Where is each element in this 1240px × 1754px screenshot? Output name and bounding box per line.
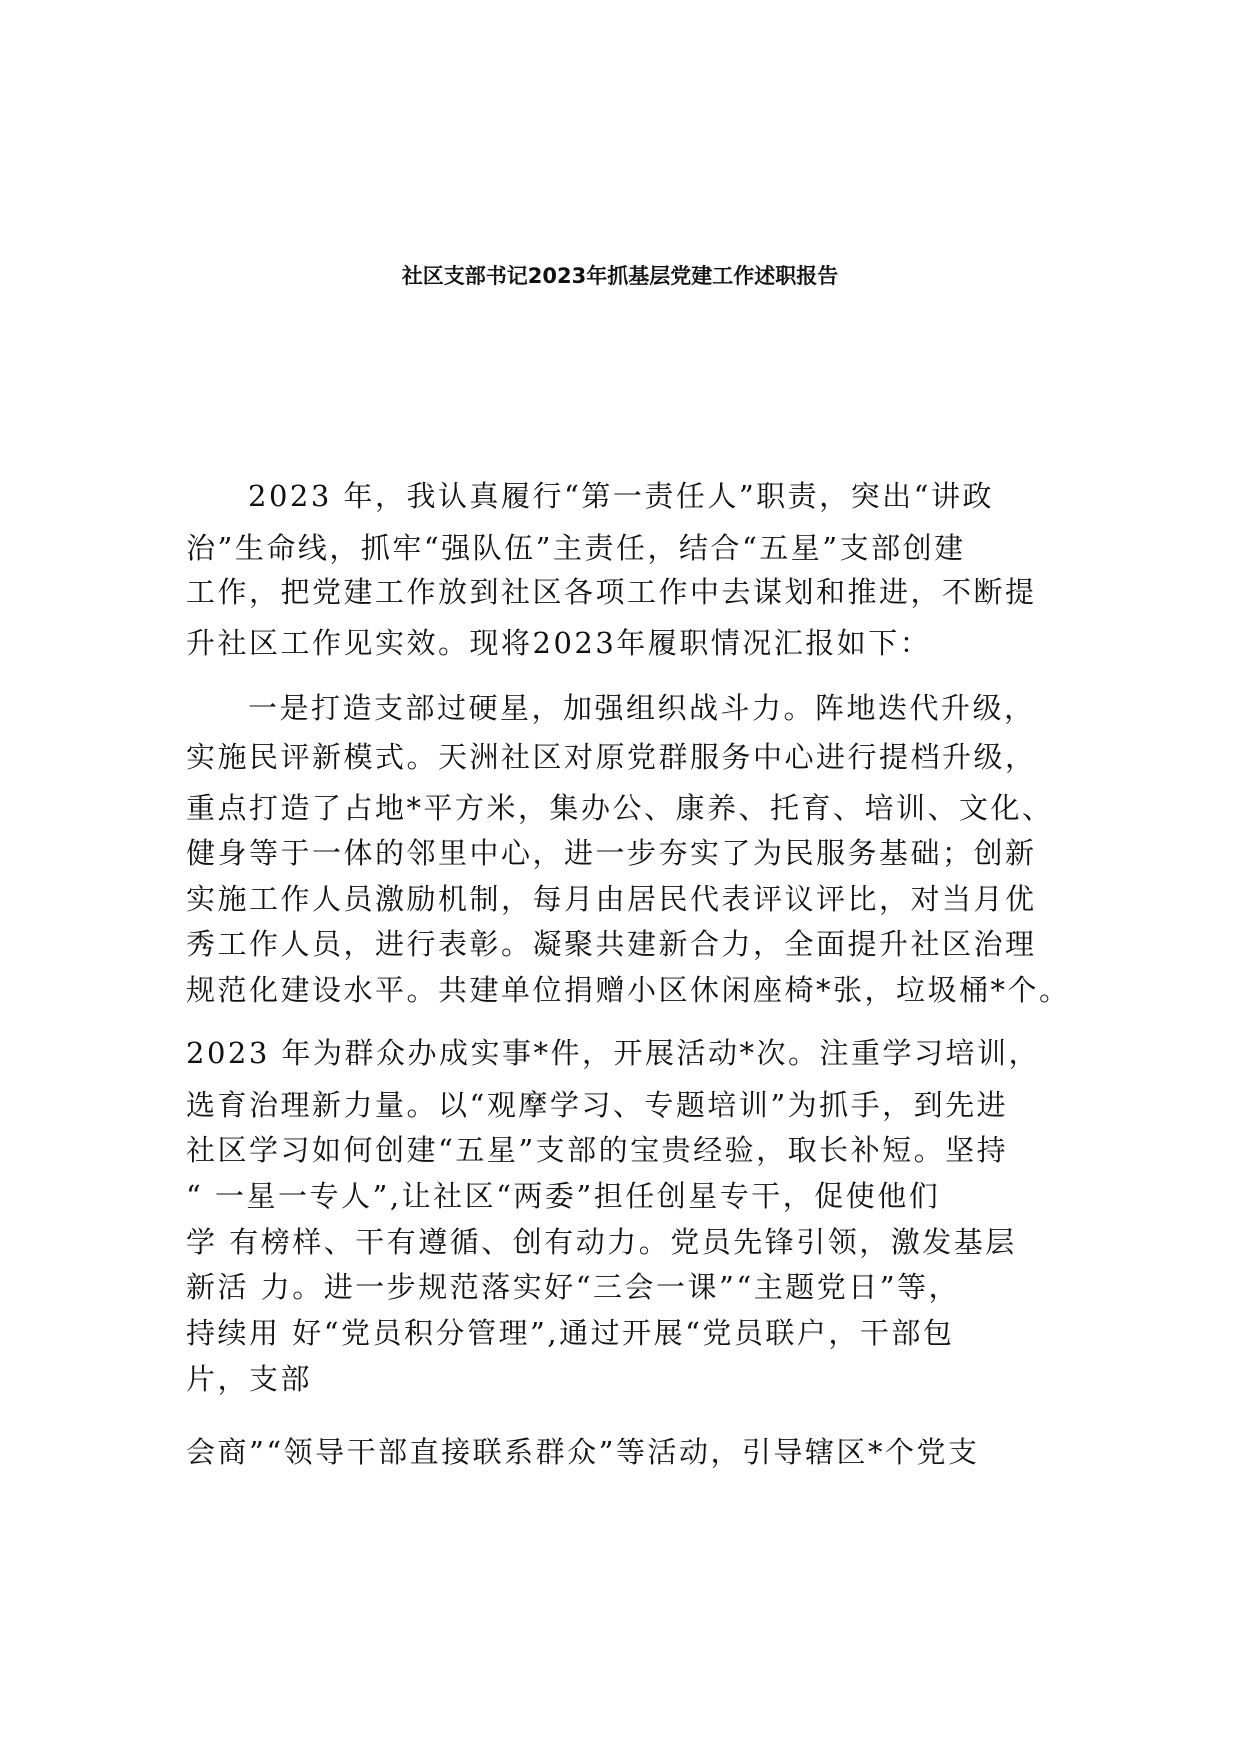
- paragraph-line: 社区学习如何创建“五星”支部的宝贵经验，取长补短。坚持: [186, 1133, 1009, 1167]
- paragraph-line: 片，支部: [186, 1362, 313, 1396]
- paragraph-line: 2023 年为群众办成实事*件，开展活动*次。注重学习培训，: [186, 1036, 1041, 1070]
- paragraph-line: 学 有榜样、干有遵循、创有动力。党员先锋引领，激发基层: [186, 1225, 1017, 1259]
- paragraph-line: 新活 力。进一步规范落实好“三会一课”“主题党日”等，: [186, 1270, 961, 1304]
- paragraph-line: 选育治理新力量。以“观摩学习、专题培训”为抓手，到先进: [186, 1088, 1009, 1122]
- paragraph-line: 持续用 好“党员积分管理”,通过开展“党员联户，干部包: [186, 1316, 955, 1350]
- paragraph-line: 规范化建设水平。共建单位捐赠小区休闲座椅*张，垃圾桶*个。: [186, 973, 1071, 1007]
- paragraph-line: 治”生命线，抓牢“强队伍”主责任，结合“五星”支部创建: [186, 531, 966, 565]
- paragraph-line: 秀工作人员，进行表彰。凝聚共建新合力，全面提升社区治理: [186, 927, 1037, 961]
- paragraph-line: 一是打造支部过硬星，加强组织战斗力。阵地迭代升级，: [248, 691, 1036, 725]
- paragraph-line: 实施工作人员激励机制，每月由居民代表评议评比，对当月优: [186, 882, 1037, 916]
- paragraph-line: 重点打造了占地*平方米，集办公、康养、托育、培训、文化、: [186, 791, 1054, 825]
- paragraph-line: “ 一星一专人”,让社区“两委”担任创星专干，促使他们: [186, 1179, 941, 1213]
- paragraph-line: 实施民评新模式。天洲社区对原党群服务中心进行提档升级，: [186, 740, 1037, 774]
- paragraph-line: 健身等于一体的邻里中心，进一步夯实了为民服务基础；创新: [186, 836, 1037, 870]
- paragraph-line: 会商”“领导干部直接联系群众”等活动，引导辖区*个党支: [186, 1435, 980, 1469]
- paragraph-line: 工作，把党建工作放到社区各项工作中去谋划和推进，不断提: [186, 575, 1037, 609]
- paragraph-line: 升社区工作见实效。现将2023年履职情况汇报如下：: [186, 626, 932, 660]
- document-title: 社区支部书记2023年抓基层党建工作述职报告: [401, 264, 839, 288]
- paragraph-line: 2023 年，我认真履行“第一责任人”职责，突出“讲政: [248, 479, 994, 513]
